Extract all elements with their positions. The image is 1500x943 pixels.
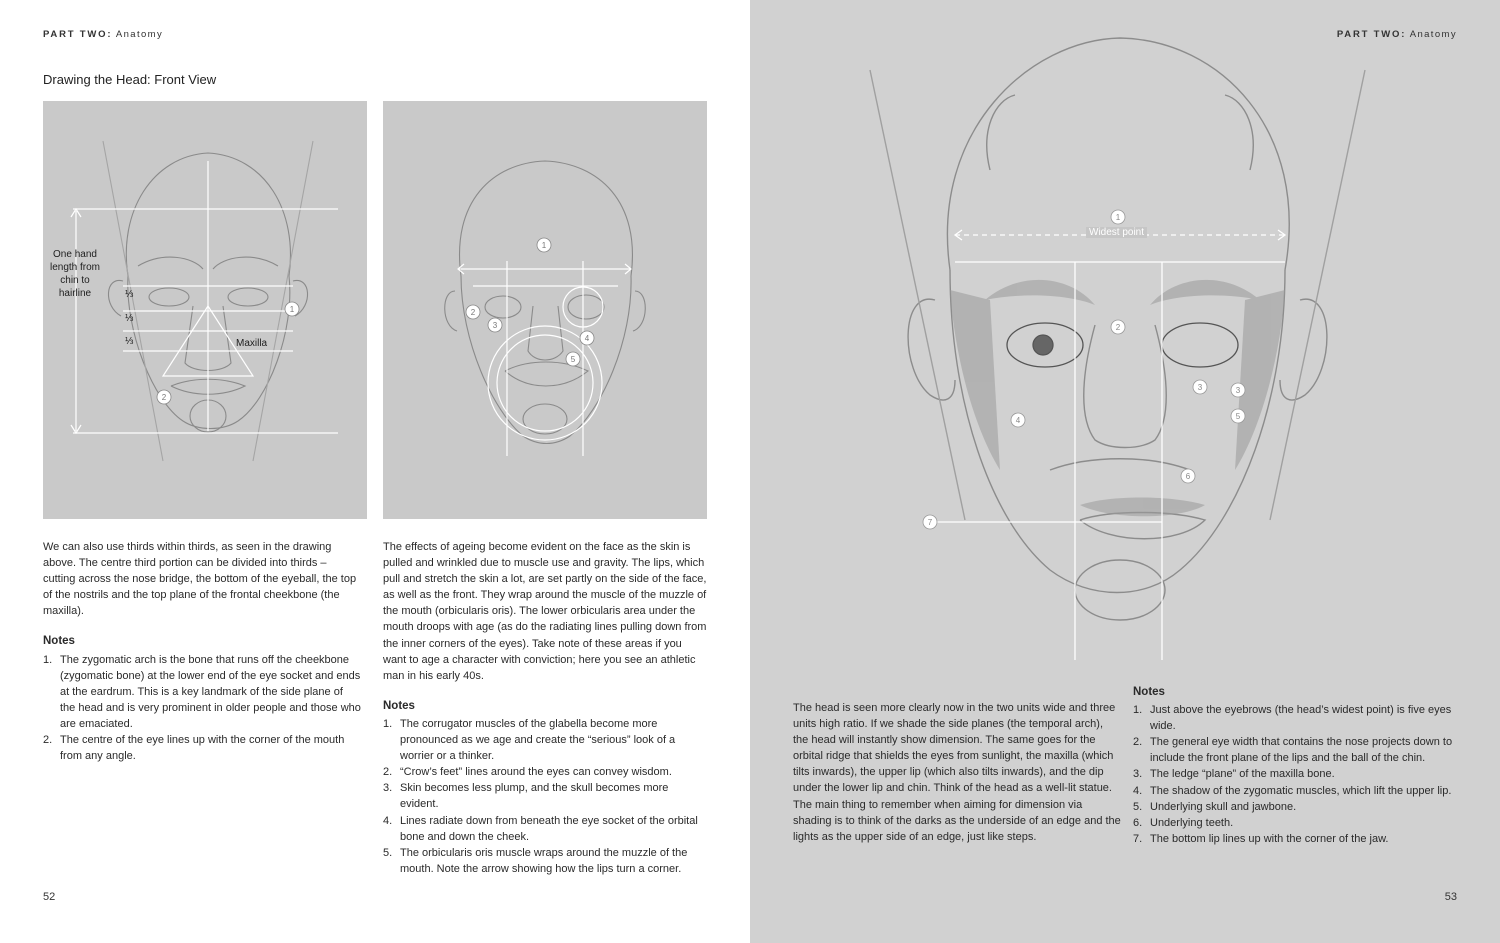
third-label-1: ⅓	[125, 289, 134, 300]
fig3-marker-1: 1	[1115, 213, 1121, 222]
fig2-marker-5: 5	[570, 355, 576, 364]
note-item: 2. “Crow’s feet” lines around the eyes can convey wisdom.	[383, 766, 672, 779]
running-head-left: PART TWO: Anatomy	[43, 29, 164, 40]
note-item: 1. The zygomatic arch is the bone that runs off the cheekbone (zygomatic bone) at the lower end of the eye socket and ends at the eardrum. This is a key landmark of the side plane of the head and is very prominent in older people and those who are emaciated.	[43, 653, 361, 730]
figure-thirds-drawing	[43, 101, 367, 519]
note-item: 5. Underlying skull and jawbone.	[1133, 800, 1297, 813]
hand-length-label: One hand length from chin to hairline	[49, 249, 101, 299]
fig3-marker-7: 7	[927, 518, 933, 527]
fig3-marker-3a: 3	[1197, 383, 1203, 392]
third-label-2: ⅓	[125, 313, 134, 324]
running-head-right: PART TWO: Anatomy	[1336, 29, 1457, 40]
note-item: 1. The corrugator muscles of the glabella become more pronounced as we age and create the “serious” look of a worrier or a thinker.	[383, 717, 676, 763]
fig2-marker-3: 3	[492, 321, 498, 330]
note-item: 4. The shadow of the zygomatic muscles, which lift the upper lip.	[1133, 784, 1452, 797]
text-column-1	[43, 539, 361, 764]
notes-list	[1133, 702, 1461, 847]
third-label-3: ⅓	[125, 336, 134, 347]
note-item: 3. The ledge “plane” of the maxilla bone.	[1133, 768, 1335, 781]
fig3-marker-3b: 3	[1235, 386, 1241, 395]
widest-point-label: Widest point	[1086, 227, 1147, 238]
fig2-marker-4: 4	[584, 334, 590, 343]
note-item: 3. Skin becomes less plump, and the skull becomes more evident.	[383, 782, 669, 811]
fig2-marker-1: 1	[541, 241, 547, 250]
maxilla-label: Maxilla	[236, 338, 268, 349]
text-column-3	[793, 700, 1121, 845]
fig3-marker-4: 4	[1015, 416, 1021, 425]
text-column-2	[383, 539, 707, 877]
figure-ageing-drawing	[383, 101, 707, 519]
notes-heading: Notes	[1133, 686, 1165, 698]
note-item: 2. The general eye width that contains the nose projects down to include the front plane of the lips and the ball of the chin.	[1133, 736, 1453, 765]
notes-list	[43, 652, 361, 765]
notes-heading: Notes	[383, 699, 415, 712]
head-sketch-ageing	[383, 101, 707, 519]
figure-shaded-head	[750, 0, 1500, 690]
fig3-marker-5: 5	[1235, 412, 1241, 421]
notes-heading: Notes	[43, 635, 75, 648]
page-number-right: 53	[1444, 891, 1457, 903]
notes-list	[383, 716, 707, 877]
fig3-marker-6: 6	[1185, 472, 1191, 481]
page-number-left: 52	[43, 891, 56, 903]
note-item: 4. Lines radiate down from beneath the eye socket of the orbital bone and down the cheek.	[383, 814, 698, 843]
head-sketch-thirds	[43, 101, 367, 519]
note-item: 1. Just above the eyebrows (the head’s widest point) is five eyes wide.	[1133, 704, 1452, 733]
body-paragraph: The effects of ageing become evident on the face as the skin is pulled and wrinkled due to muscle use and gravity. The lips, which pull and stretch the skin a lot, are set partly on the side of the face, as well as the front. They wrap around the muscle of the muzzle of the mouth (orbicularis oris). The lower orbicularis area under the mouth droops with age (as do the radiating lines pulling down from the inner corners of the eyes). Take note of these areas if you want to age a character with conviction; here you see an athletic man in his early 40s.	[383, 541, 707, 682]
section-title: Drawing the Head: Front View	[43, 72, 217, 87]
note-item: 7. The bottom lip lines up with the corner of the jaw.	[1133, 832, 1389, 845]
fig2-marker-2: 2	[470, 308, 476, 317]
body-paragraph: The head is seen more clearly now in the two units wide and three units high ratio. If we shade the side planes (the temporal arch), the head will instantly show dimension. The same goes for the orbital ridge that shields the eyes from sunlight, the maxilla (which tilts inwards), the upper lip (which also tilts inwards), and the dip under the lower lip and chin. Think of the head as a well-lit statue. The main thing to remember when aiming for dimension via shading is to think of the darks as the underside of an edge and the lights as the upper side of an edge, just like steps.	[793, 702, 1121, 843]
body-paragraph: We can also use thirds within thirds, as seen in the drawing above. The centre third portion can be divided into thirds – cutting across the nose bridge, the bottom of the eyeball, the top of the nostrils and the top plane of the frontal cheekbone (the maxilla).	[43, 541, 357, 618]
fig1-marker-2: 2	[161, 393, 167, 402]
head-sketch-shaded	[750, 0, 1500, 690]
fig3-marker-2: 2	[1115, 323, 1121, 332]
text-column-4	[1133, 684, 1461, 847]
fig1-marker-1: 1	[289, 305, 295, 314]
note-item: 6. Underlying teeth.	[1133, 816, 1234, 829]
note-item: 5. The orbicularis oris muscle wraps around the muzzle of the mouth. Note the arrow showing how the lips turn a corner.	[383, 846, 688, 875]
note-item: 2. The centre of the eye lines up with the corner of the mouth from any angle.	[43, 734, 345, 763]
